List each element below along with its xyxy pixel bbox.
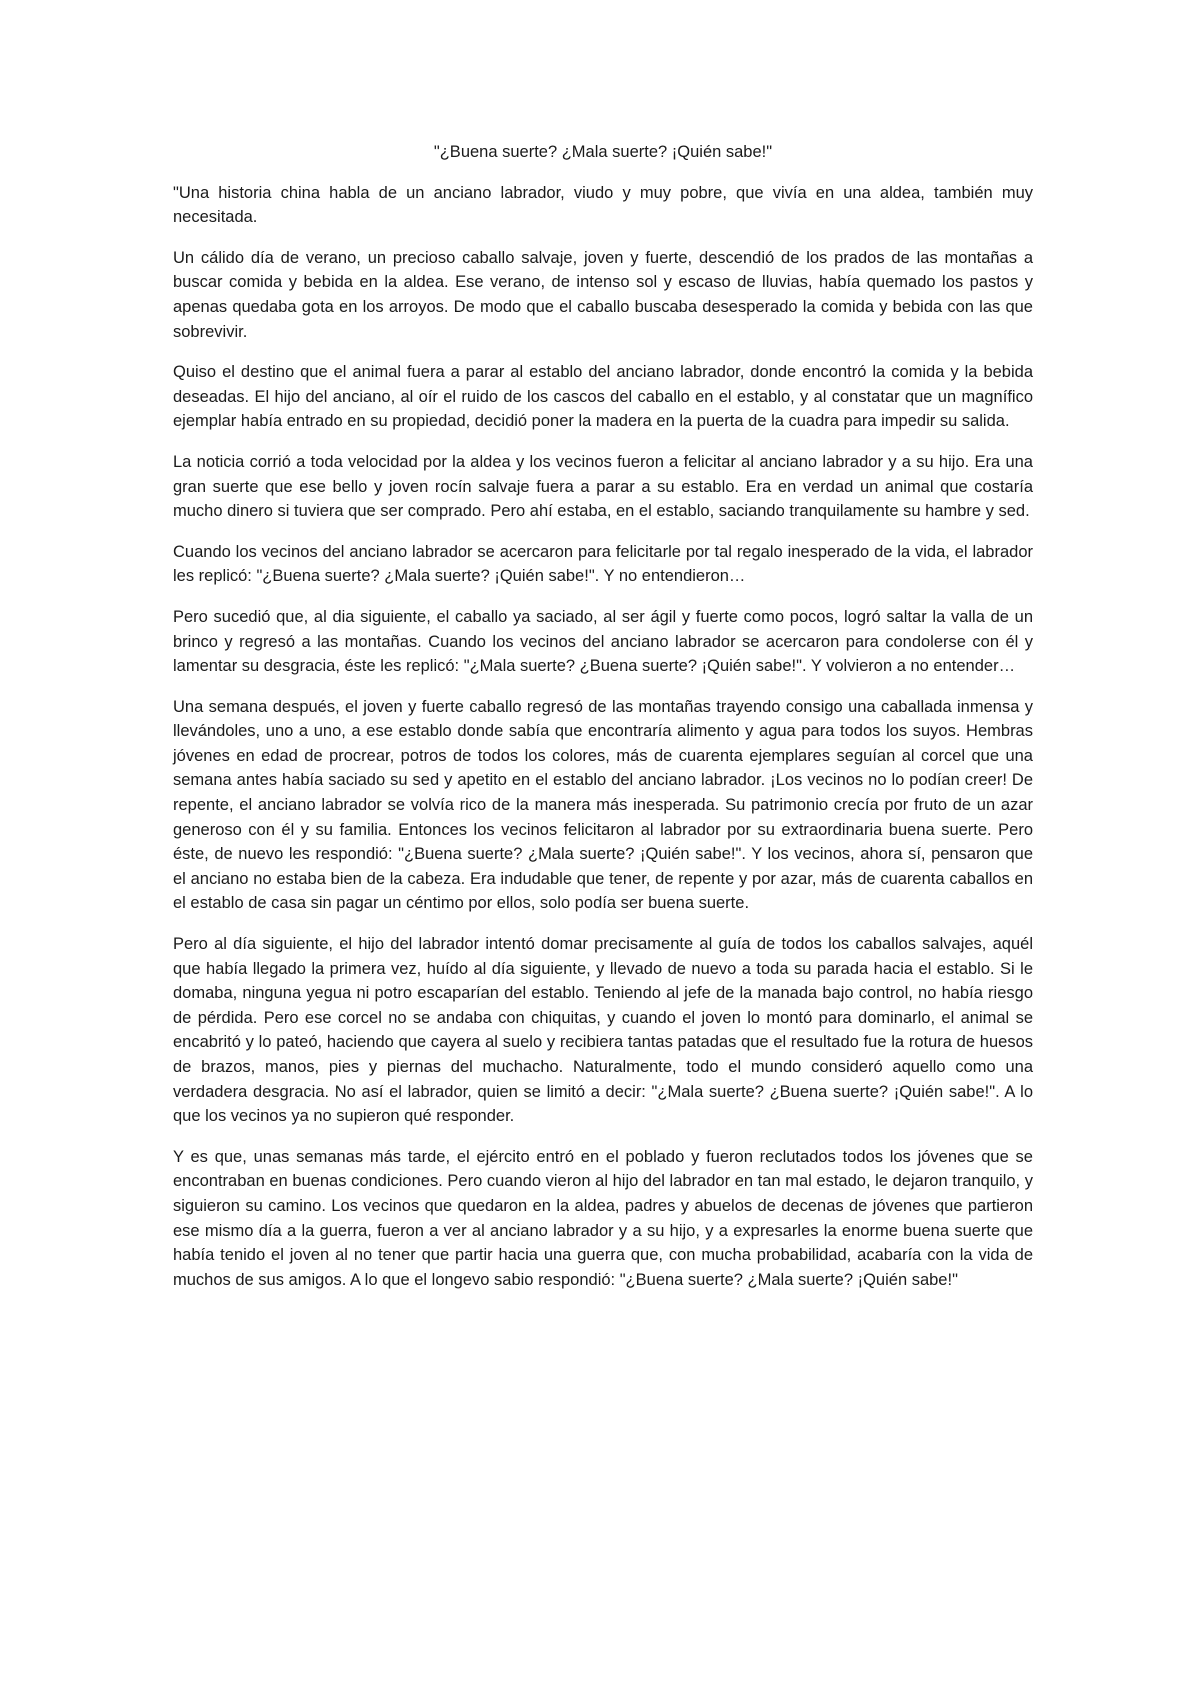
paragraph: Pero al día siguiente, el hijo del labrador intentó domar precisamente al guía de todos los caballos salvajes, aquél que había llegado la primera vez, huído al día siguiente, y llevado de nuevo a toda su parada hacia el establo. Si le domaba, ninguna yegua ni potro escaparían del establo. Teniendo al jefe de la manada bajo control, no había riesgo de pérdida. Pero ese corcel no se andaba con chiquitas, y cuando el joven lo montó para dominarlo, el animal se encabritó y lo pateó, haciendo que cayera al suelo y recibiera tantas patadas que el resultado fue la rotura de huesos de brazos, manos, pies y piernas del muchacho. Naturalmente, todo el mundo consideró aquello como una verdadera desgracia. No así el labrador, quien se limitó a decir: "¿Mala suerte? ¿Buena suerte? ¡Quién sabe!". A lo que los vecinos ya no supieron qué responder. [173, 935, 1033, 1126]
paragraph: Una semana después, el joven y fuerte caballo regresó de las montañas trayendo consigo una caballada inmensa y llevándoles, uno a uno, a ese establo donde sabía que encontraría alimento y agua para todos los suyos. Hembras jóvenes en edad de procrear, potros de todos los colores, más de cuarenta ejemplares seguían al corcel que una semana antes había saciado su sed y apetito en el establo del anciano labrador. ¡Los vecinos no lo podían creer! De repente, el anciano labrador se volvía rico de la manera más inesperada. Su patrimonio crecía por fruto de un azar generoso con él y su familia. Entonces los vecinos felicitaron al labrador por su extraordinaria buena suerte. Pero éste, de nuevo les respondió: "¿Buena suerte? ¿Mala suerte? ¡Quién sabe!". Y los vecinos, ahora sí, pensaron que el anciano no estaba bien de la cabeza. Era indudable que tener, de repente y por azar, más de cuarenta caballos en el establo de casa sin pagar un céntimo por ellos, solo podía ser buena suerte. [173, 697, 1033, 913]
paragraph: Y es que, unas semanas más tarde, el ejército entró en el poblado y fueron reclutados todos los jóvenes que se encontraban en buenas condiciones. Pero cuando vieron al hijo del labrador en tan mal estado, le dejaron tranquilo, y siguieron su camino. Los vecinos que quedaron en la aldea, padres y abuelos de decenas de jóvenes que partieron ese mismo día a la guerra, fueron a ver al anciano labrador y a su hijo, y a expresarles la enorme buena suerte que había tenido el joven al no tener que partir hacia una guerra que, con mucha probabilidad, acabaría con la vida de muchos de sus amigos. A lo que el longevo sabio respondió: "¿Buena suerte? ¿Mala suerte? ¡Quién sabe!" [173, 1147, 1033, 1289]
paragraph: La noticia corrió a toda velocidad por la aldea y los vecinos fueron a felicitar al anciano labrador y a su hijo. Era una gran suerte que ese bello y joven rocín salvaje fuera a parar a su establo. Era en verdad un animal que costaría mucho dinero si tuviera que ser comprado. Pero ahí estaba, en el establo, saciando tranquilamente su hambre y sed. [173, 452, 1033, 521]
paragraph: Pero sucedió que, al dia siguiente, el caballo ya saciado, al ser ágil y fuerte como pocos, logró saltar la valla de un brinco y regresó a las montañas. Cuando los vecinos del anciano labrador se acercaron para condolerse con él y lamentar su desgracia, éste les replicó: "¿Mala suerte? ¿Buena suerte? ¡Quién sabe!". Y volvieron a no entender… [173, 607, 1033, 676]
paragraph: Un cálido día de verano, un precioso caballo salvaje, joven y fuerte, descendió de los prados de las montañas a buscar comida y bebida en la aldea. Ese verano, de intenso sol y escaso de lluvias, había quemado los pastos y apenas quedaba gota en los arroyos. De modo que el caballo buscaba desesperado la comida y bebida con las que sobrevivir. [173, 248, 1033, 341]
document-title: "¿Buena suerte? ¿Mala suerte? ¡Quién sabe!" [433, 143, 773, 161]
paragraph: Cuando los vecinos del anciano labrador se acercaron para felicitarle por tal regalo inesperado de la vida, el labrador les replicó: "¿Buena suerte? ¿Mala suerte? ¡Quién sabe!". Y no entendieron… [173, 542, 1033, 586]
paragraph: Quiso el destino que el animal fuera a parar al establo del anciano labrador, donde encontró la comida y la bebida deseadas. El hijo del anciano, al oír el ruido de los cascos del caballo en el establo, y al constatar que un magnífico ejemplar había entrado en su propiedad, decidió poner la madera en la puerta de la cuadra para impedir su salida. [173, 363, 1033, 431]
paragraph: "Una historia china habla de un anciano labrador, viudo y muy pobre, que vivía en una aldea, también muy necesitada. [173, 183, 1033, 227]
document-body [173, 140, 1033, 1308]
